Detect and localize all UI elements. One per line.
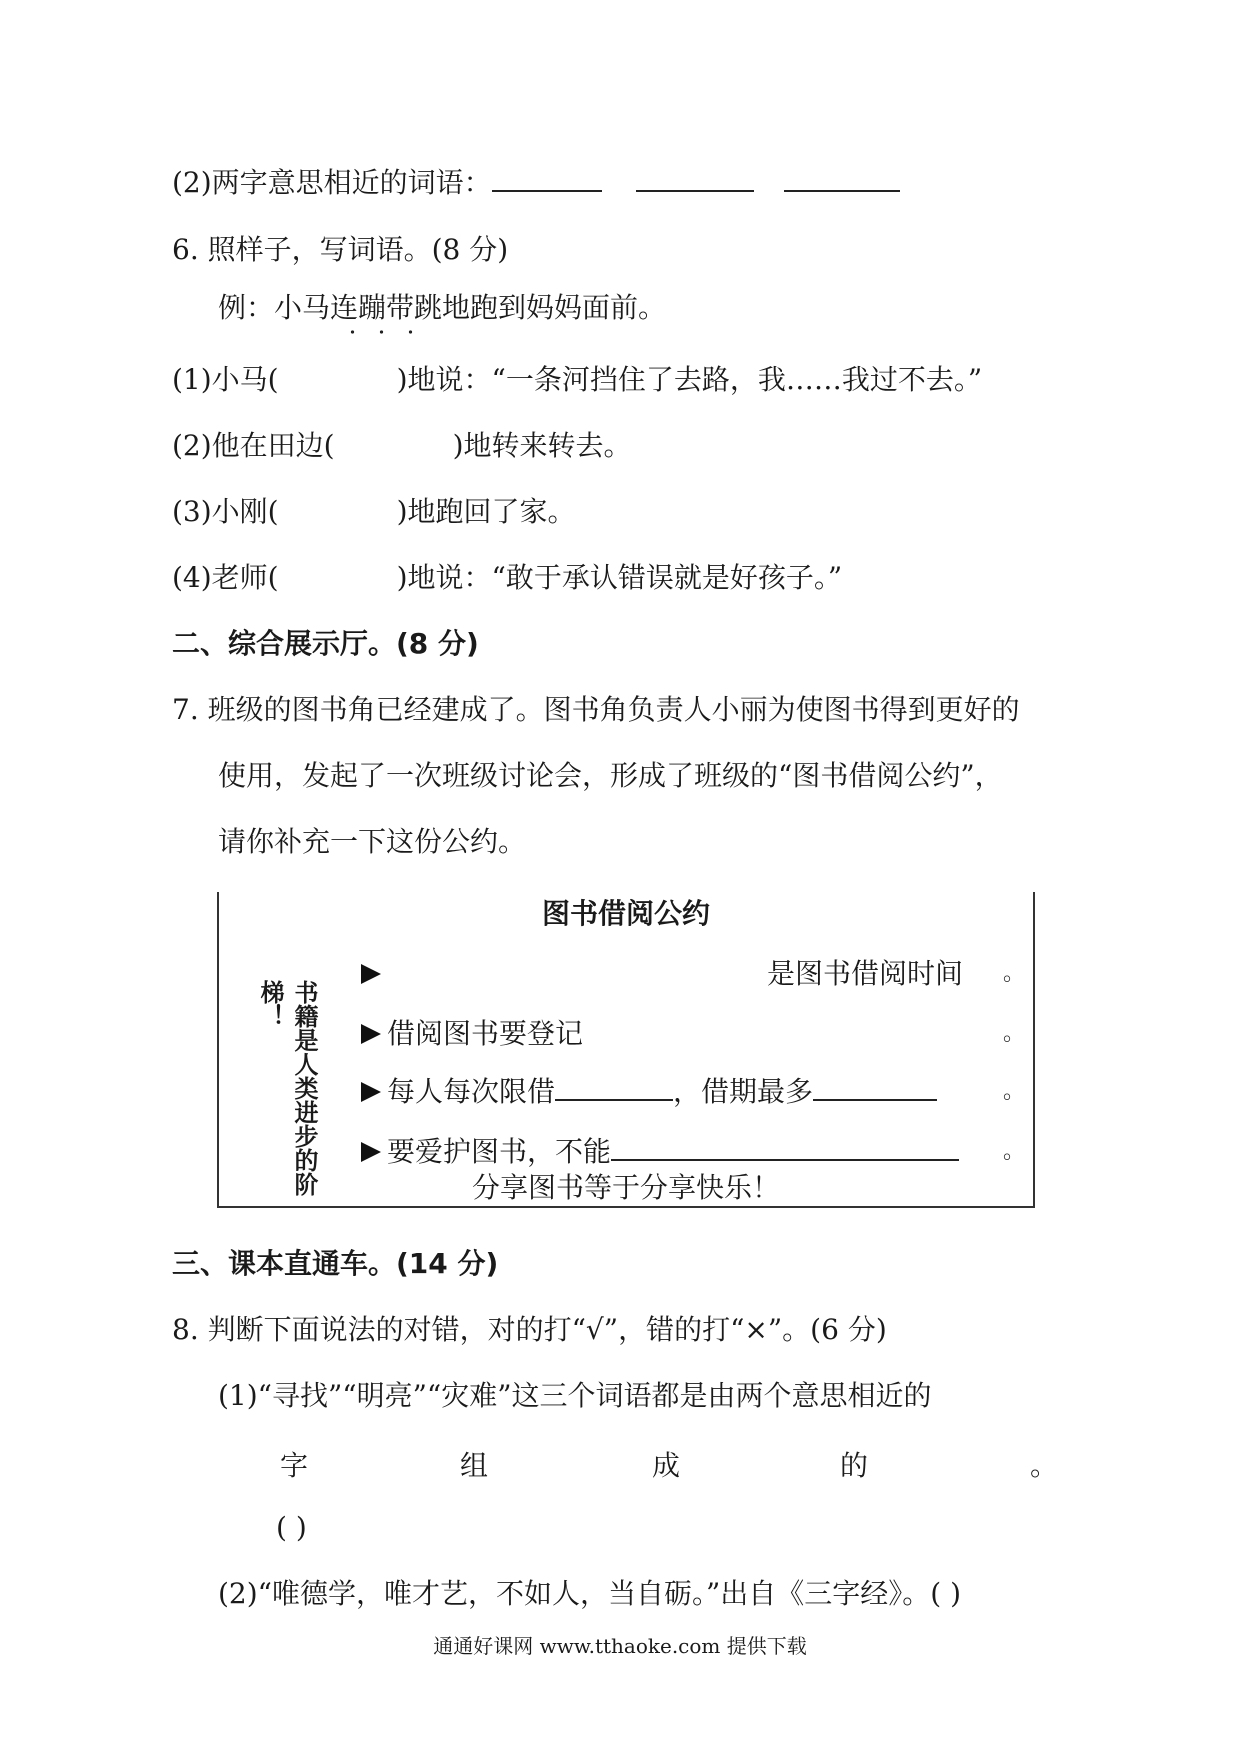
q6-example-dotted-word: 连蹦带跳 <box>330 291 443 324</box>
convention-row3-mid: ，借期最多 <box>673 1075 814 1108</box>
convention-box <box>217 892 1035 1208</box>
q7-line1: 7. 班级的图书角已经建成了。图书角负责人小丽为使图书得到更好的 <box>172 693 1020 726</box>
q8-sub1-spread-char: 的 <box>840 1449 869 1482</box>
q7-line2: 使用，发起了一次班级讨论会，形成了班级的“图书借阅公约”， <box>218 759 1003 792</box>
answer-blank[interactable] <box>813 1075 937 1101</box>
q8-sub1-line1: (1)“寻找”“明亮”“灾难”这三个词语都是由两个意思相近的 <box>218 1379 932 1412</box>
q5-sub2 <box>172 165 900 201</box>
convention-row-4 <box>361 1130 959 1170</box>
q6-title: 6. 照样子，写词语。(8 分) <box>172 233 509 266</box>
q6-item <box>172 560 842 596</box>
q6-item-prefix: (2)他在田边( <box>172 429 335 462</box>
q6-item <box>172 362 982 398</box>
q8-title: 8. 判断下面说法的对错，对的打“√”，错的打“×”。(6 分) <box>172 1313 887 1346</box>
q6-example-suffix: 地跑到妈妈面前。 <box>442 291 667 324</box>
q8-sub1-spread-char: 组 <box>460 1449 489 1482</box>
convention-row-1 <box>361 952 1021 992</box>
convention-row1-text: 是图书借阅时间 <box>767 957 964 990</box>
q6-item-suffix: )地说：“敢于承认错误就是好孩子。” <box>396 561 843 594</box>
q6-item-suffix: )地说：“一条河挡住了去路，我……我过不去。” <box>396 363 983 396</box>
q6-item <box>172 428 632 464</box>
answer-blank[interactable] <box>636 166 754 192</box>
answer-blank[interactable] <box>784 166 900 192</box>
q8-sub1-spread-char: 成 <box>652 1449 681 1482</box>
answer-blank[interactable] <box>555 1075 673 1101</box>
convention-row4-prefix: 要爱护图书，不能 <box>387 1135 612 1168</box>
answer-blank[interactable] <box>611 1135 959 1161</box>
convention-side-slogan: 书籍是人类进步的阶梯！ <box>256 980 319 1196</box>
end-mark: 。 <box>1002 1021 1025 1046</box>
convention-row2-text: 借阅图书要登记 <box>387 1017 584 1050</box>
q6-example-prefix: 例：小马 <box>218 291 331 324</box>
q6-example <box>218 290 666 326</box>
page-footer: 通通好课网 www.tthaoke.com 提供下载 <box>433 1634 807 1658</box>
triangle-bullet-icon <box>361 964 381 984</box>
convention-row3-prefix: 每人每次限借 <box>387 1075 556 1108</box>
convention-row-3 <box>361 1070 937 1110</box>
convention-motto: 分享图书等于分享快乐！ <box>471 1171 780 1204</box>
triangle-bullet-icon <box>361 1082 381 1102</box>
section3-heading: 三、课本直通车。(14 分) <box>172 1247 499 1280</box>
q6-item <box>172 494 576 530</box>
convention-row-2 <box>361 1012 583 1052</box>
end-mark: 。 <box>1002 1079 1025 1104</box>
q6-item-prefix: (4)老师( <box>172 561 279 594</box>
q6-item-suffix: )地跑回了家。 <box>396 495 576 528</box>
q5-sub2-label: (2)两字意思相近的词语： <box>172 166 492 199</box>
q6-item-suffix: )地转来转去。 <box>452 429 632 462</box>
q8-sub2: (2)“唯德学，唯才艺，不如人，当自砺。”出自《三字经》。( ) <box>218 1577 962 1610</box>
q7-line3: 请你补充一下这份公约。 <box>218 825 527 858</box>
triangle-bullet-icon <box>361 1024 381 1044</box>
end-mark: 。 <box>1002 961 1025 986</box>
q6-item-prefix: (3)小刚( <box>172 495 279 528</box>
q8-sub1-spread-char: 字 <box>280 1449 309 1482</box>
section2-heading: 二、综合展示厅。(8 分) <box>172 627 479 660</box>
q6-item-prefix: (1)小马( <box>172 363 279 396</box>
q8-sub1-spread-char: 。 <box>1030 1449 1059 1482</box>
q8-sub1-answer-paren[interactable]: ( ) <box>276 1511 307 1544</box>
convention-title: 图书借阅公约 <box>541 897 710 930</box>
answer-blank[interactable] <box>492 166 602 192</box>
triangle-bullet-icon <box>361 1142 381 1162</box>
end-mark: 。 <box>1002 1139 1025 1164</box>
